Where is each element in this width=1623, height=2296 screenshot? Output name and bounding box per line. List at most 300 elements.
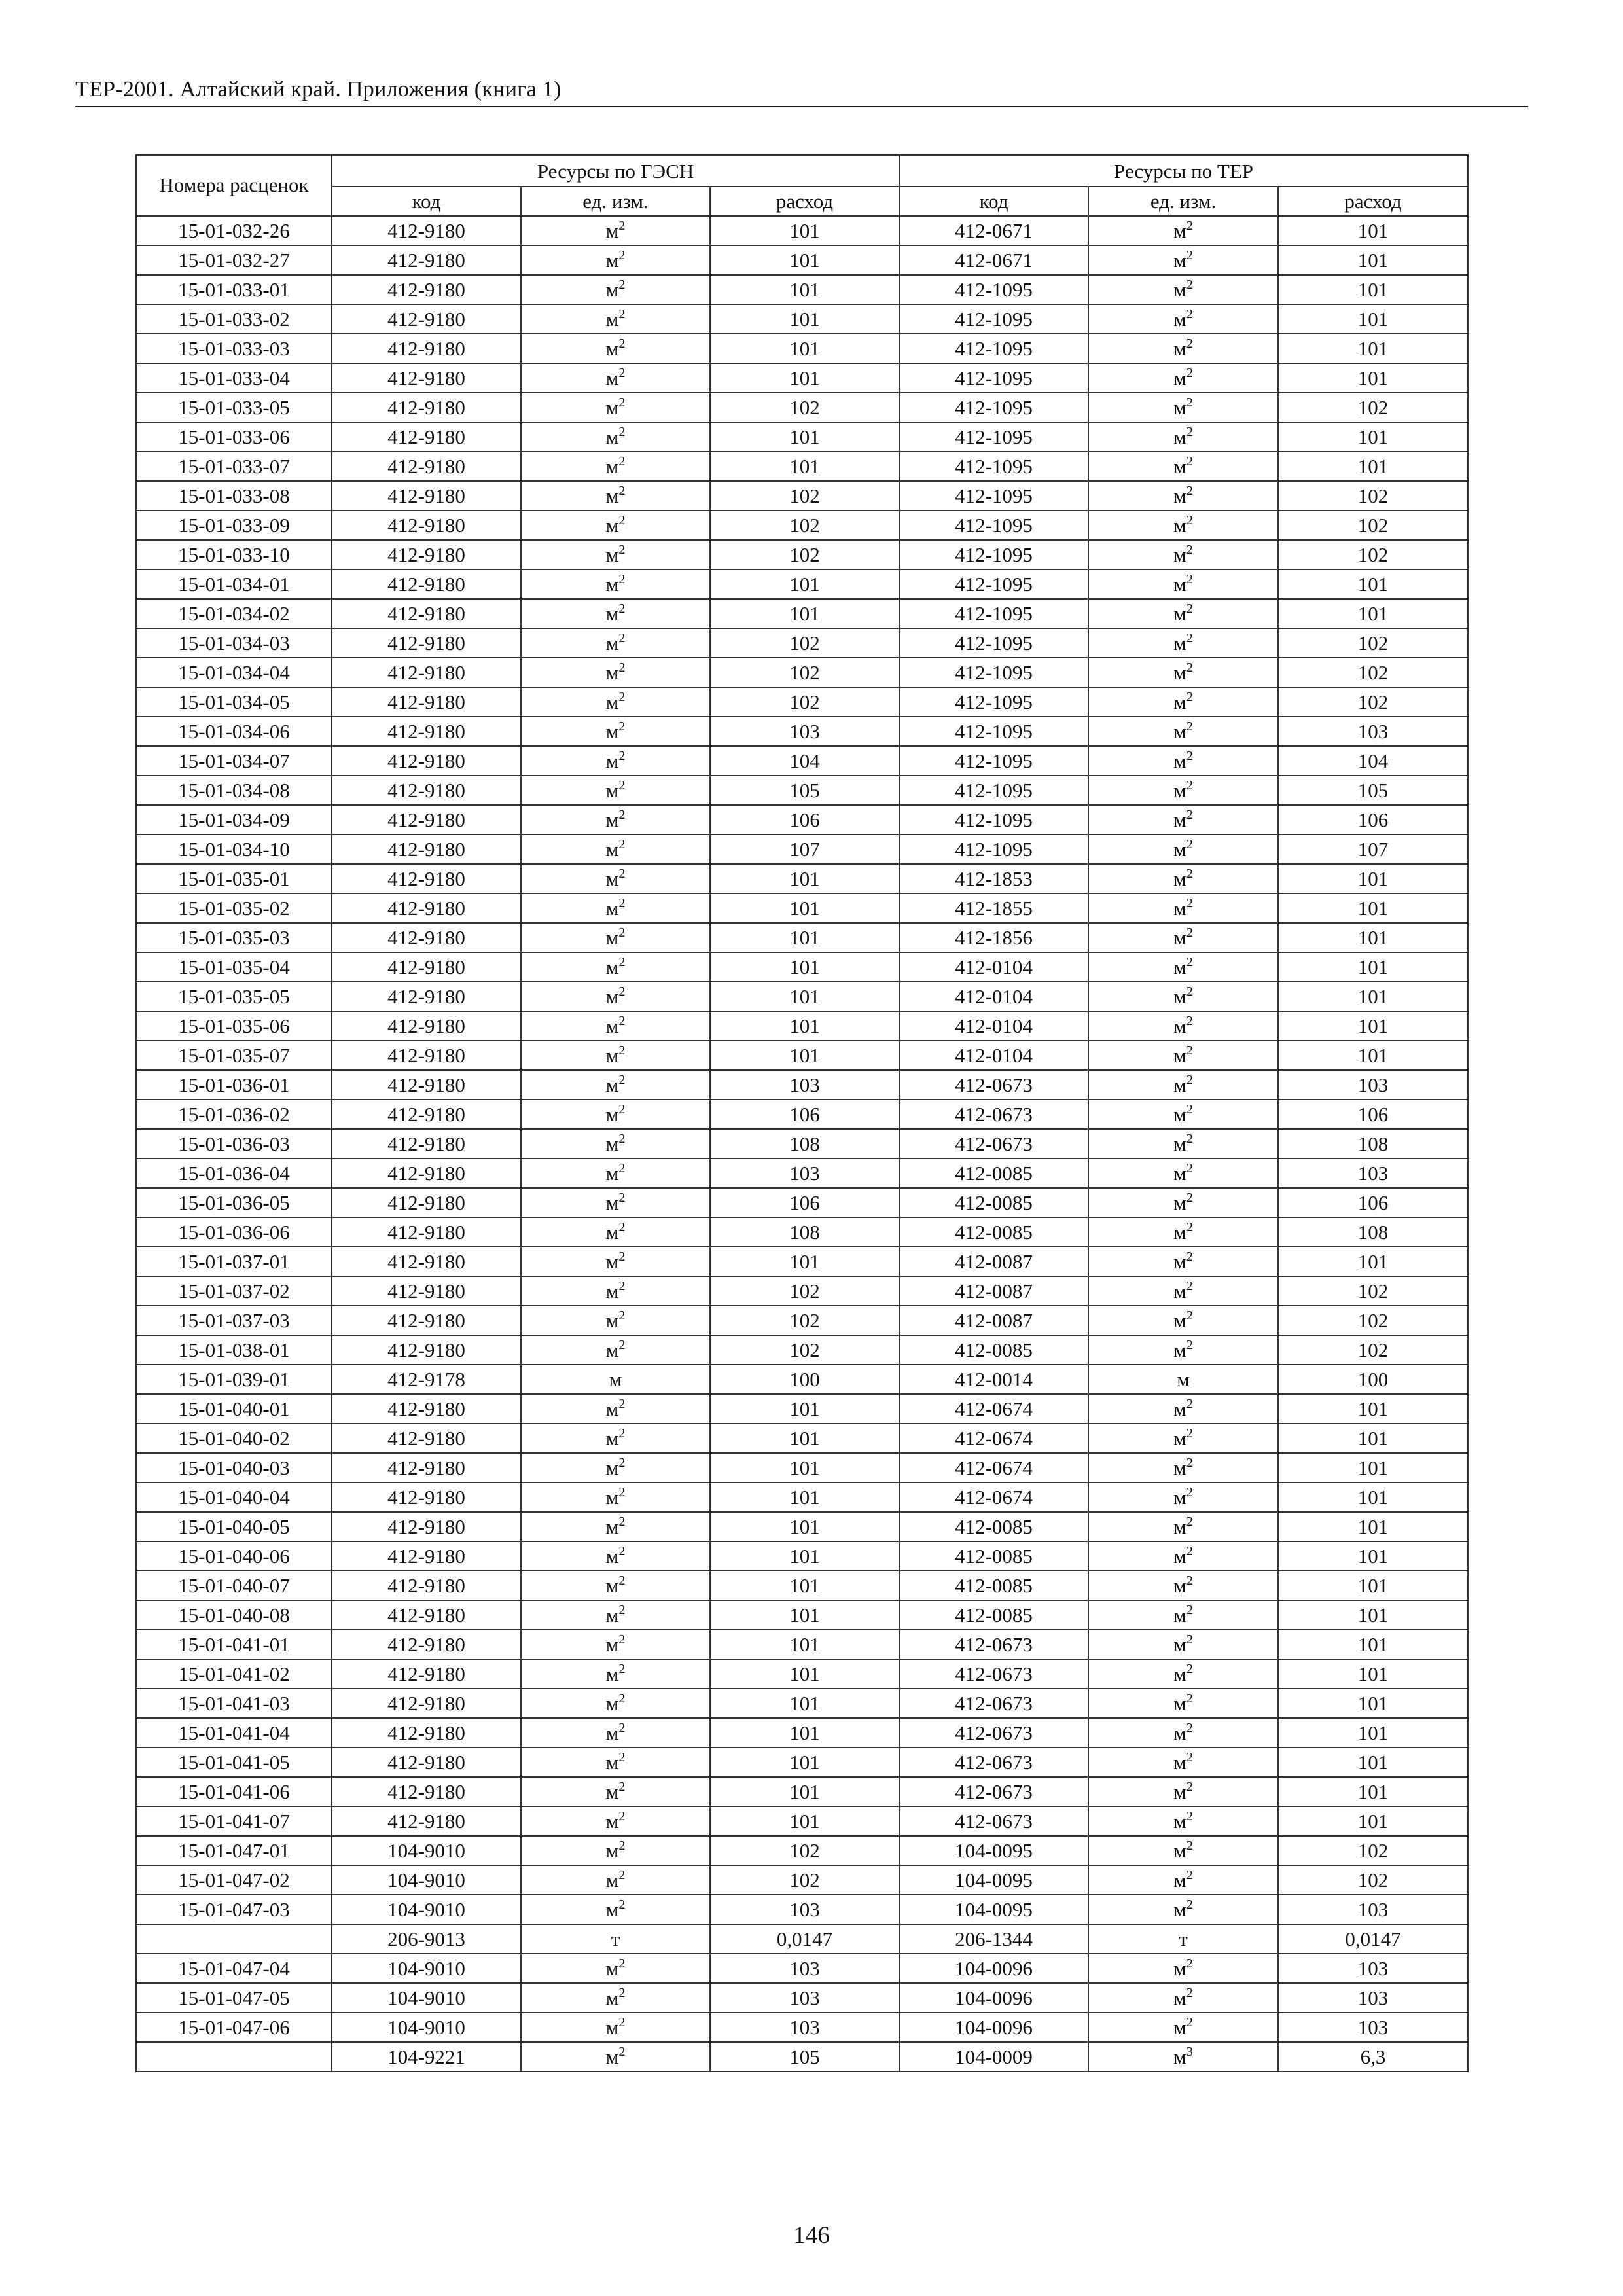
gesn-unit-cell bbox=[521, 1306, 710, 1335]
ter-consumption-cell: 106 bbox=[1278, 1188, 1468, 1217]
gesn-unit-cell bbox=[521, 1659, 710, 1689]
rate-number-cell: 15-01-047-06 bbox=[136, 2013, 332, 2042]
gesn-unit-cell bbox=[521, 952, 710, 982]
unit-symbol: м bbox=[605, 455, 619, 478]
rate-number-cell: 15-01-033-10 bbox=[136, 540, 332, 569]
unit-exponent: 2 bbox=[1186, 1662, 1193, 1676]
ter-consumption-cell: 102 bbox=[1278, 1276, 1468, 1306]
gesn-code-cell: 412-9180 bbox=[332, 746, 521, 776]
ter-unit-cell bbox=[1088, 1806, 1278, 1836]
unit-symbol: м bbox=[1173, 661, 1186, 684]
table-row bbox=[136, 1100, 1468, 1129]
unit-symbol: м bbox=[1173, 1721, 1186, 1744]
unit-exponent: 2 bbox=[1186, 1161, 1193, 1175]
ter-unit-cell bbox=[1088, 1777, 1278, 1806]
rate-number-cell: 15-01-034-10 bbox=[136, 834, 332, 864]
unit-exponent: 2 bbox=[618, 690, 626, 704]
gesn-unit-cell bbox=[521, 687, 710, 717]
rate-number-cell: 15-01-041-07 bbox=[136, 1806, 332, 1836]
ter-code-cell: 412-1095 bbox=[899, 834, 1088, 864]
unit-exponent: 2 bbox=[1186, 1279, 1193, 1293]
gesn-unit-cell bbox=[521, 599, 710, 628]
unit-symbol: м bbox=[1173, 867, 1186, 890]
ter-unit-cell bbox=[1088, 1983, 1278, 2013]
page-header bbox=[75, 73, 1528, 107]
table-row bbox=[136, 776, 1468, 805]
rate-number-cell: 15-01-033-02 bbox=[136, 304, 332, 334]
unit-symbol: м bbox=[1177, 1368, 1190, 1391]
table-row bbox=[136, 1600, 1468, 1630]
gesn-code-cell: 412-9180 bbox=[332, 1247, 521, 1276]
ter-unit-cell bbox=[1088, 1718, 1278, 1748]
ter-code-cell: 412-0671 bbox=[899, 245, 1088, 275]
gesn-consumption-cell: 101 bbox=[710, 599, 899, 628]
rate-number-cell: 15-01-047-04 bbox=[136, 1954, 332, 1983]
table-row bbox=[136, 658, 1468, 687]
table-row bbox=[136, 893, 1468, 923]
gesn-unit-cell bbox=[521, 1276, 710, 1306]
ter-consumption-cell: 102 bbox=[1278, 1865, 1468, 1895]
gesn-unit-cell bbox=[521, 1600, 710, 1630]
unit-exponent: 2 bbox=[618, 660, 626, 675]
rate-number-cell: 15-01-035-03 bbox=[136, 923, 332, 952]
ter-unit-cell bbox=[1088, 1659, 1278, 1689]
unit-exponent: 2 bbox=[618, 425, 626, 439]
unit-symbol: м bbox=[1173, 1456, 1186, 1479]
unit-symbol: м bbox=[605, 1338, 619, 1361]
ter-unit-cell bbox=[1088, 923, 1278, 952]
unit-symbol: м bbox=[605, 514, 619, 537]
unit-symbol: м bbox=[1173, 1574, 1186, 1597]
ter-unit-cell bbox=[1088, 334, 1278, 363]
unit-exponent: 2 bbox=[1186, 1249, 1193, 1264]
unit-exponent: 2 bbox=[618, 454, 626, 469]
ter-unit-cell bbox=[1088, 1247, 1278, 1276]
rate-number-cell: 15-01-035-02 bbox=[136, 893, 332, 923]
unit-exponent: 2 bbox=[618, 1161, 626, 1175]
rate-number-cell: 15-01-036-01 bbox=[136, 1070, 332, 1100]
gesn-consumption-cell: 102 bbox=[710, 511, 899, 540]
unit-symbol: м bbox=[605, 1073, 619, 1096]
gesn-unit-cell bbox=[521, 1718, 710, 1748]
unit-exponent: 2 bbox=[618, 1397, 626, 1411]
rate-number-cell: 15-01-032-27 bbox=[136, 245, 332, 275]
gesn-unit-cell bbox=[521, 1424, 710, 1453]
gesn-unit-cell bbox=[521, 982, 710, 1011]
rate-number-cell: 15-01-034-07 bbox=[136, 746, 332, 776]
unit-exponent: 2 bbox=[1186, 454, 1193, 469]
gesn-code-cell: 412-9180 bbox=[332, 1394, 521, 1424]
unit-symbol: м bbox=[605, 1132, 619, 1155]
ter-code-cell: 412-0674 bbox=[899, 1453, 1088, 1482]
unit-exponent: 2 bbox=[1186, 719, 1193, 734]
rate-number-cell: 15-01-034-04 bbox=[136, 658, 332, 687]
gesn-consumption-cell: 100 bbox=[710, 1365, 899, 1394]
rate-number-cell: 15-01-036-03 bbox=[136, 1129, 332, 1158]
gesn-unit-cell bbox=[521, 1217, 710, 1247]
gesn-consumption-cell: 101 bbox=[710, 245, 899, 275]
ter-code-cell: 412-1095 bbox=[899, 452, 1088, 481]
ter-unit-cell bbox=[1088, 1689, 1278, 1718]
gesn-code-cell: 412-9180 bbox=[332, 1306, 521, 1335]
ter-consumption-cell: 102 bbox=[1278, 481, 1468, 511]
gesn-code-cell: 412-9180 bbox=[332, 923, 521, 952]
ter-unit-cell bbox=[1088, 245, 1278, 275]
ter-code-cell: 104-0096 bbox=[899, 2013, 1088, 2042]
ter-code-cell: 412-1856 bbox=[899, 923, 1088, 952]
ter-unit-cell bbox=[1088, 776, 1278, 805]
gesn-code-cell: 412-9180 bbox=[332, 1070, 521, 1100]
gesn-unit-cell bbox=[521, 1541, 710, 1571]
unit-exponent: 2 bbox=[618, 955, 626, 969]
ter-unit-cell bbox=[1088, 1217, 1278, 1247]
ter-consumption-cell: 101 bbox=[1278, 216, 1468, 245]
unit-exponent: 2 bbox=[1186, 366, 1193, 380]
unit-symbol: м bbox=[1173, 1662, 1186, 1685]
unit-exponent: 2 bbox=[1186, 1544, 1193, 1558]
unit-exponent: 2 bbox=[1186, 1721, 1193, 1735]
ter-unit-cell bbox=[1088, 540, 1278, 569]
gesn-unit-cell bbox=[521, 275, 710, 304]
ter-code-cell: 104-0096 bbox=[899, 1954, 1088, 1983]
gesn-code-cell: 412-9178 bbox=[332, 1365, 521, 1394]
gesn-code-cell: 412-9180 bbox=[332, 1659, 521, 1689]
gesn-unit-cell bbox=[521, 1041, 710, 1070]
ter-code-cell: 412-1095 bbox=[899, 334, 1088, 363]
gesn-code-cell: 412-9180 bbox=[332, 1512, 521, 1541]
table-row bbox=[136, 1718, 1468, 1748]
rate-number-cell: 15-01-034-09 bbox=[136, 805, 332, 834]
table-row bbox=[136, 1571, 1468, 1600]
table-row bbox=[136, 746, 1468, 776]
unit-exponent: 2 bbox=[618, 1191, 626, 1205]
table-body bbox=[136, 216, 1468, 2072]
gesn-unit-cell bbox=[521, 1070, 710, 1100]
ter-consumption-cell: 0,0147 bbox=[1278, 1924, 1468, 1954]
ter-unit-cell bbox=[1088, 363, 1278, 393]
gesn-consumption-cell: 105 bbox=[710, 776, 899, 805]
gesn-code-cell: 412-9180 bbox=[332, 776, 521, 805]
ter-consumption-cell: 101 bbox=[1278, 1424, 1468, 1453]
gesn-consumption-cell: 103 bbox=[710, 1158, 899, 1188]
unit-exponent: 2 bbox=[618, 1220, 626, 1234]
ter-consumption-cell: 101 bbox=[1278, 599, 1468, 628]
ter-code-cell: 412-0674 bbox=[899, 1424, 1088, 1453]
ter-code-cell: 412-0087 bbox=[899, 1306, 1088, 1335]
unit-symbol: м bbox=[605, 249, 619, 272]
ter-consumption-cell: 101 bbox=[1278, 1041, 1468, 1070]
unit-exponent: 2 bbox=[618, 1249, 626, 1264]
ter-code-cell: 412-1095 bbox=[899, 511, 1088, 540]
unit-symbol: т bbox=[1179, 1928, 1188, 1950]
rate-number-cell: 15-01-034-05 bbox=[136, 687, 332, 717]
ter-unit-cell bbox=[1088, 1865, 1278, 1895]
unit-symbol: м bbox=[605, 1957, 619, 1980]
ter-code-cell: 412-1095 bbox=[899, 275, 1088, 304]
gesn-consumption-cell: 101 bbox=[710, 1571, 899, 1600]
ter-code-cell: 412-1095 bbox=[899, 658, 1088, 687]
unit-exponent: 2 bbox=[1186, 1456, 1193, 1470]
ter-consumption-cell: 108 bbox=[1278, 1129, 1468, 1158]
ter-consumption-cell: 102 bbox=[1278, 687, 1468, 717]
ter-code-cell: 412-0674 bbox=[899, 1394, 1088, 1424]
ter-code-cell: 412-0671 bbox=[899, 216, 1088, 245]
unit-symbol: м bbox=[1173, 2016, 1186, 2039]
ter-unit-cell bbox=[1088, 1276, 1278, 1306]
ter-consumption-cell: 101 bbox=[1278, 304, 1468, 334]
gesn-consumption-cell: 101 bbox=[710, 1453, 899, 1482]
unit-exponent: 2 bbox=[618, 1485, 626, 1499]
ter-code-cell: 206-1344 bbox=[899, 1924, 1088, 1954]
unit-symbol: м bbox=[605, 602, 619, 625]
unit-symbol: м bbox=[605, 1604, 619, 1626]
unit-exponent: 2 bbox=[1186, 248, 1193, 262]
ter-consumption-cell: 103 bbox=[1278, 1070, 1468, 1100]
gesn-consumption-cell: 101 bbox=[710, 304, 899, 334]
ter-consumption-cell: 101 bbox=[1278, 1541, 1468, 1571]
table-row bbox=[136, 1541, 1468, 1571]
unit-symbol: м bbox=[605, 1780, 619, 1803]
rate-number-cell: 15-01-037-01 bbox=[136, 1247, 332, 1276]
rate-number-cell: 15-01-036-02 bbox=[136, 1100, 332, 1129]
ter-unit-cell bbox=[1088, 1424, 1278, 1453]
ter-code-cell: 412-0673 bbox=[899, 1129, 1088, 1158]
unit-exponent: 2 bbox=[1186, 2015, 1193, 2030]
unit-symbol: м bbox=[1173, 455, 1186, 478]
ter-consumption-cell: 101 bbox=[1278, 1011, 1468, 1041]
gesn-consumption-cell: 108 bbox=[710, 1217, 899, 1247]
unit-symbol: м bbox=[1173, 1515, 1186, 1538]
unit-symbol: м bbox=[1173, 337, 1186, 360]
gesn-unit-cell bbox=[521, 481, 710, 511]
unit-exponent: 2 bbox=[618, 1014, 626, 1028]
ter-unit-cell bbox=[1088, 1188, 1278, 1217]
unit-exponent: 2 bbox=[1186, 1956, 1193, 1971]
unit-symbol: м bbox=[1173, 1280, 1186, 1302]
gesn-code-cell: 206-9013 bbox=[332, 1924, 521, 1954]
unit-symbol: м bbox=[605, 1280, 619, 1302]
gesn-consumption-cell: 101 bbox=[710, 1424, 899, 1453]
gesn-consumption-cell: 101 bbox=[710, 1748, 899, 1777]
gesn-unit-cell bbox=[521, 1806, 710, 1836]
gesn-code-cell: 412-9180 bbox=[332, 1129, 521, 1158]
gesn-code-cell: 412-9180 bbox=[332, 452, 521, 481]
ter-unit-cell bbox=[1088, 1924, 1278, 1954]
rate-number-cell: 15-01-047-05 bbox=[136, 1983, 332, 2013]
table-row bbox=[136, 1188, 1468, 1217]
gesn-code-cell: 412-9180 bbox=[332, 334, 521, 363]
unit-exponent: 2 bbox=[1186, 219, 1193, 233]
ter-unit-cell bbox=[1088, 599, 1278, 628]
unit-exponent: 2 bbox=[1186, 484, 1193, 498]
unit-symbol: м bbox=[609, 1368, 622, 1391]
gesn-code-cell: 412-9180 bbox=[332, 864, 521, 893]
gesn-unit-cell bbox=[521, 1924, 710, 1954]
unit-symbol: м bbox=[1173, 632, 1186, 655]
unit-symbol: м bbox=[1173, 602, 1186, 625]
unit-exponent: 2 bbox=[618, 1073, 626, 1087]
ter-consumption-cell: 101 bbox=[1278, 923, 1468, 952]
ter-code-cell: 412-0104 bbox=[899, 952, 1088, 982]
unit-symbol: м bbox=[605, 1515, 619, 1538]
ter-code-cell: 412-0085 bbox=[899, 1217, 1088, 1247]
gesn-consumption-cell: 107 bbox=[710, 834, 899, 864]
gesn-consumption-cell: 101 bbox=[710, 1541, 899, 1571]
unit-exponent: 2 bbox=[618, 1632, 626, 1647]
unit-symbol: м bbox=[605, 1456, 619, 1479]
unit-symbol: м bbox=[1173, 691, 1186, 713]
ter-unit-cell bbox=[1088, 304, 1278, 334]
unit-symbol: м bbox=[1173, 1869, 1186, 1892]
unit-symbol: м bbox=[605, 337, 619, 360]
gesn-unit-cell bbox=[521, 1188, 710, 1217]
ter-unit-cell bbox=[1088, 1011, 1278, 1041]
ter-code-cell: 104-0096 bbox=[899, 1983, 1088, 2013]
ter-consumption-cell: 101 bbox=[1278, 452, 1468, 481]
unit-exponent: 2 bbox=[618, 484, 626, 498]
rate-number-cell: 15-01-036-06 bbox=[136, 1217, 332, 1247]
gesn-unit-cell bbox=[521, 363, 710, 393]
unit-exponent: 2 bbox=[1186, 513, 1193, 528]
unit-exponent: 2 bbox=[618, 808, 626, 822]
unit-exponent: 2 bbox=[618, 219, 626, 233]
ter-code-cell: 412-1095 bbox=[899, 422, 1088, 452]
table-row bbox=[136, 363, 1468, 393]
unit-exponent: 2 bbox=[618, 1809, 626, 1823]
gesn-consumption-cell: 101 bbox=[710, 1482, 899, 1512]
ter-code-cell: 412-0085 bbox=[899, 1600, 1088, 1630]
gesn-unit-cell bbox=[521, 452, 710, 481]
ter-unit-cell bbox=[1088, 1541, 1278, 1571]
unit-symbol: м bbox=[605, 1545, 619, 1568]
gesn-code-cell: 412-9180 bbox=[332, 1777, 521, 1806]
gesn-unit-cell bbox=[521, 540, 710, 569]
gesn-unit-cell bbox=[521, 1895, 710, 1924]
ter-consumption-cell: 101 bbox=[1278, 1806, 1468, 1836]
unit-exponent: 2 bbox=[1186, 1102, 1193, 1117]
gesn-unit-cell bbox=[521, 717, 710, 746]
unit-exponent: 2 bbox=[1186, 1191, 1193, 1205]
unit-exponent: 2 bbox=[618, 1897, 626, 1912]
rate-number-cell: 15-01-033-01 bbox=[136, 275, 332, 304]
unit-exponent: 2 bbox=[1186, 1426, 1193, 1441]
gesn-consumption-cell: 106 bbox=[710, 1188, 899, 1217]
table-row bbox=[136, 717, 1468, 746]
unit-symbol: м bbox=[605, 1986, 619, 2009]
unit-symbol: м bbox=[1173, 1633, 1186, 1656]
ter-unit-cell bbox=[1088, 982, 1278, 1011]
rate-number-cell: 15-01-033-06 bbox=[136, 422, 332, 452]
table-row bbox=[136, 304, 1468, 334]
ter-unit-cell bbox=[1088, 1571, 1278, 1600]
ter-code-cell: 412-1095 bbox=[899, 628, 1088, 658]
gesn-consumption-cell: 101 bbox=[710, 275, 899, 304]
unit-exponent: 2 bbox=[618, 1308, 626, 1323]
gesn-code-cell: 412-9180 bbox=[332, 952, 521, 982]
unit-symbol: м bbox=[1173, 484, 1186, 507]
gesn-unit-cell bbox=[521, 304, 710, 334]
gesn-code-header: код bbox=[332, 187, 521, 216]
ter-consumption-cell: 103 bbox=[1278, 1158, 1468, 1188]
gesn-consumption-cell: 106 bbox=[710, 805, 899, 834]
gesn-code-cell: 412-9180 bbox=[332, 628, 521, 658]
unit-symbol: м bbox=[1173, 1986, 1186, 2009]
gesn-unit-cell bbox=[521, 1836, 710, 1865]
gesn-consumption-cell: 105 bbox=[710, 2042, 899, 2072]
gesn-code-cell: 412-9180 bbox=[332, 393, 521, 422]
unit-symbol: м bbox=[1173, 1338, 1186, 1361]
ter-consumption-cell: 6,3 bbox=[1278, 2042, 1468, 2072]
unit-symbol: м bbox=[1173, 573, 1186, 596]
ter-code-cell: 412-1095 bbox=[899, 599, 1088, 628]
gesn-resources-header: Ресурсы по ГЭСН bbox=[332, 155, 899, 187]
rate-number-header: Номера расценок bbox=[136, 155, 332, 216]
gesn-code-cell: 412-9180 bbox=[332, 511, 521, 540]
ter-code-cell: 412-0085 bbox=[899, 1188, 1088, 1217]
unit-symbol: м bbox=[1173, 1397, 1186, 1420]
ter-code-cell: 412-1095 bbox=[899, 569, 1088, 599]
ter-code-cell: 104-0009 bbox=[899, 2042, 1088, 2072]
rate-number-cell: 15-01-032-26 bbox=[136, 216, 332, 245]
ter-unit-cell bbox=[1088, 393, 1278, 422]
ter-code-cell: 412-1095 bbox=[899, 776, 1088, 805]
gesn-code-cell: 412-9180 bbox=[332, 1011, 521, 1041]
gesn-unit-cell bbox=[521, 1011, 710, 1041]
page-number: 146 bbox=[793, 2222, 830, 2249]
unit-symbol: м bbox=[605, 720, 619, 743]
gesn-unit-cell bbox=[521, 1394, 710, 1424]
gesn-code-cell: 104-9010 bbox=[332, 1836, 521, 1865]
unit-exponent: 2 bbox=[618, 248, 626, 262]
ter-consumption-cell: 104 bbox=[1278, 746, 1468, 776]
gesn-consumption-cell: 106 bbox=[710, 1100, 899, 1129]
ter-consumption-cell: 103 bbox=[1278, 2013, 1468, 2042]
table-row bbox=[136, 1630, 1468, 1659]
ter-unit-cell bbox=[1088, 687, 1278, 717]
unit-symbol: м bbox=[605, 808, 619, 831]
unit-exponent: 2 bbox=[1186, 1632, 1193, 1647]
gesn-unit-cell bbox=[521, 1777, 710, 1806]
table-row bbox=[136, 1748, 1468, 1777]
unit-symbol: м bbox=[605, 1633, 619, 1656]
unit-symbol: м bbox=[1173, 249, 1186, 272]
ter-code-cell: 412-0085 bbox=[899, 1158, 1088, 1188]
unit-exponent: 2 bbox=[1186, 395, 1193, 410]
rate-number-cell: 15-01-040-08 bbox=[136, 1600, 332, 1630]
table-row bbox=[136, 1806, 1468, 1836]
unit-exponent: 2 bbox=[1186, 1043, 1193, 1058]
gesn-code-cell: 412-9180 bbox=[332, 1100, 521, 1129]
unit-symbol: м bbox=[1173, 1810, 1186, 1833]
rate-number-cell: 15-01-047-03 bbox=[136, 1895, 332, 1924]
rate-number-cell: 15-01-037-03 bbox=[136, 1306, 332, 1335]
ter-unit-cell bbox=[1088, 1512, 1278, 1541]
ter-consumption-header: расход bbox=[1278, 187, 1468, 216]
gesn-unit-cell bbox=[521, 1129, 710, 1158]
table-row bbox=[136, 1453, 1468, 1482]
gesn-unit-cell bbox=[521, 1453, 710, 1482]
gesn-unit-cell bbox=[521, 658, 710, 687]
unit-symbol: м bbox=[605, 956, 619, 978]
table-row bbox=[136, 569, 1468, 599]
unit-exponent: 2 bbox=[618, 543, 626, 557]
table-row bbox=[136, 1983, 1468, 2013]
table-row bbox=[136, 452, 1468, 481]
gesn-code-cell: 412-9180 bbox=[332, 687, 521, 717]
ter-consumption-cell: 103 bbox=[1278, 717, 1468, 746]
table-row bbox=[136, 923, 1468, 952]
rate-number-cell: 15-01-038-01 bbox=[136, 1335, 332, 1365]
